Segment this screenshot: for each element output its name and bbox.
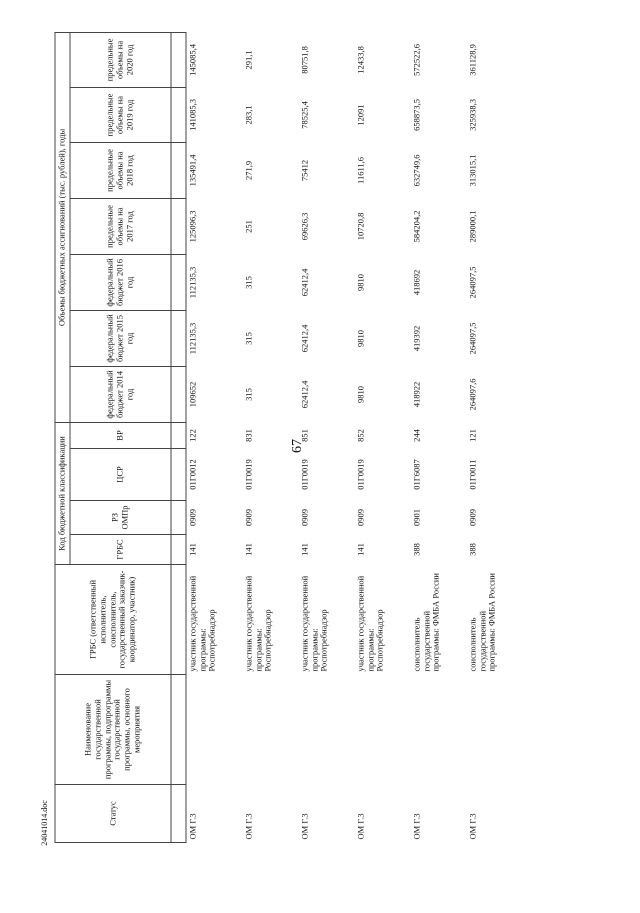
cell-2015: 62412,4 (298, 310, 354, 366)
header-rz: РЗ ОМПр (70, 501, 171, 535)
cell-csr: 01Г0019 (242, 449, 298, 501)
cell-rz: 0901 (410, 501, 466, 535)
cell-2020: 145085,4 (186, 32, 243, 87)
header-num-vr (171, 422, 186, 448)
cell-grbs-code: 141 (242, 535, 298, 565)
cell-2017: 584204,2 (410, 198, 466, 254)
header-2020: предельные объемы на 2020 год (70, 32, 171, 87)
cell-status: ОМ Г.3 (354, 785, 410, 843)
cell-2015: 264097,5 (466, 310, 522, 366)
cell-2014: 62412,4 (298, 366, 354, 422)
header-num-2015 (171, 310, 186, 366)
cell-2014: 264097,6 (466, 366, 522, 422)
header-2018: предельные объемы на 2018 год (70, 142, 171, 198)
cell-grbs: соисполнитель государственной программы: ФМБА России (410, 565, 466, 675)
header-status: Статус (55, 785, 171, 843)
budget-table (55, 32, 523, 843)
header-2015: федеральный бюджет 2015 год (70, 310, 171, 366)
cell-2015: 9810 (354, 310, 410, 366)
cell-2015: 112135,3 (186, 310, 243, 366)
cell-2019: 78525,4 (298, 87, 354, 142)
cell-rz: 0909 (298, 501, 354, 535)
cell-vr: 851 (298, 422, 354, 448)
cell-csr: 01Г0019 (298, 449, 354, 501)
cell-rz: 0909 (186, 501, 243, 535)
cell-2019: 658873,5 (410, 87, 466, 142)
cell-2017: 289000,1 (466, 198, 522, 254)
cell-2020: 291,1 (242, 32, 298, 87)
cell-name (354, 675, 410, 785)
table-row (298, 32, 354, 842)
header-grbs: ГРБС (ответственный исполнитель, соисполнитель, государственный заказчик-координатор, участник) (55, 565, 171, 675)
header-num-grbs-code (171, 535, 186, 565)
cell-2015: 419392 (410, 310, 466, 366)
cell-2020: 361128,9 (466, 32, 522, 87)
header-num-rz (171, 501, 186, 535)
table-row (410, 32, 466, 842)
cell-name (298, 675, 354, 785)
cell-2014: 315 (242, 366, 298, 422)
cell-vr: 121 (466, 422, 522, 448)
cell-csr: 01Г6087 (410, 449, 466, 501)
cell-2016: 9810 (354, 254, 410, 310)
cell-grbs: соисполнитель государственной программы: ФМБА России (466, 565, 522, 675)
header-num-2020 (171, 32, 186, 87)
cell-grbs-code: 388 (466, 535, 522, 565)
cell-2014: 9810 (354, 366, 410, 422)
cell-vr: 831 (242, 422, 298, 448)
header-num-csr (171, 449, 186, 501)
cell-2017: 125096,3 (186, 198, 243, 254)
header-2016: федеральный бюджет 2016 год (70, 254, 171, 310)
table-row (466, 32, 522, 842)
cell-2017: 69626,3 (298, 198, 354, 254)
cell-name (410, 675, 466, 785)
cell-2016: 62412,4 (298, 254, 354, 310)
cell-2018: 632749,6 (410, 142, 466, 198)
cell-csr: 01Г0012 (186, 449, 243, 501)
header-2014: федеральный бюджет 2014 год (70, 366, 171, 422)
cell-name (466, 675, 522, 785)
cell-2016: 112135,3 (186, 254, 243, 310)
cell-name (242, 675, 298, 785)
budget-table-container (55, 33, 640, 843)
cell-2018: 11611,6 (354, 142, 410, 198)
cell-name (186, 675, 243, 785)
cell-grbs-code: 141 (298, 535, 354, 565)
cell-2019: 283,1 (242, 87, 298, 142)
cell-csr: 01Г0019 (354, 449, 410, 501)
cell-2015: 315 (242, 310, 298, 366)
header-code-group: Код бюджетной классификации (55, 422, 70, 564)
cell-rz: 0909 (354, 501, 410, 535)
cell-grbs: участник государственной программы: Роспотребнадзор (354, 565, 410, 675)
cell-grbs-code: 141 (354, 535, 410, 565)
header-num-grbs (171, 565, 186, 675)
cell-grbs: участник государственной программы: Роспотребнадзор (186, 565, 243, 675)
header-csr: ЦСР (70, 449, 171, 501)
cell-2018: 75412 (298, 142, 354, 198)
cell-rz: 0909 (466, 501, 522, 535)
header-num-2018 (171, 142, 186, 198)
cell-grbs: участник государственной программы: Роспотребнадзор (242, 565, 298, 675)
header-2019: предельные объемы на 2019 год (70, 87, 171, 142)
cell-2019: 325938,3 (466, 87, 522, 142)
cell-grbs: участник государственной программы: Роспотребнадзор (298, 565, 354, 675)
cell-status: ОМ Г.3 (186, 785, 243, 843)
cell-grbs-code: 388 (410, 535, 466, 565)
cell-2018: 313015,1 (466, 142, 522, 198)
footer-filename: 24041014.doc (40, 733, 52, 913)
page-number: 67 (290, 426, 310, 466)
cell-status: ОМ Г.3 (466, 785, 522, 843)
header-num-2017 (171, 198, 186, 254)
cell-2016: 418692 (410, 254, 466, 310)
cell-2016: 315 (242, 254, 298, 310)
header-name: Наименование государственной программы, подпрограммы государственной программы, основного мероприятия (55, 675, 171, 785)
header-grbs-code: ГРБС (70, 535, 171, 565)
cell-vr: 244 (410, 422, 466, 448)
header-num-2016 (171, 254, 186, 310)
cell-rz: 0909 (242, 501, 298, 535)
cell-status: ОМ Г.3 (410, 785, 466, 843)
cell-2019: 12091 (354, 87, 410, 142)
table-row (242, 32, 298, 842)
cell-2018: 271,9 (242, 142, 298, 198)
table-row (354, 32, 410, 842)
cell-status: ОМ Г.3 (242, 785, 298, 843)
cell-csr: 01Г0011 (466, 449, 522, 501)
header-num-status (171, 785, 186, 843)
header-num-name (171, 675, 186, 785)
cell-2014: 109652 (186, 366, 243, 422)
header-volumes-group: Объемы бюджетных ассигнований (тыс. рублей), годы (55, 32, 70, 422)
cell-2016: 264097,5 (466, 254, 522, 310)
header-vr: ВР (70, 422, 171, 448)
cell-vr: 122 (186, 422, 243, 448)
header-num-2019 (171, 87, 186, 142)
cell-vr: 852 (354, 422, 410, 448)
header-num-2014 (171, 366, 186, 422)
header-2017: предельные объемы на 2017 год (70, 198, 171, 254)
table-row (186, 32, 243, 842)
cell-2018: 135491,4 (186, 142, 243, 198)
cell-2017: 251 (242, 198, 298, 254)
cell-2020: 80751,8 (298, 32, 354, 87)
cell-grbs-code: 141 (186, 535, 243, 565)
cell-2020: 12433,8 (354, 32, 410, 87)
cell-2019: 141085,3 (186, 87, 243, 142)
cell-2017: 10720,8 (354, 198, 410, 254)
cell-2014: 418922 (410, 366, 466, 422)
cell-2020: 572522,6 (410, 32, 466, 87)
cell-status: ОМ Г.3 (298, 785, 354, 843)
